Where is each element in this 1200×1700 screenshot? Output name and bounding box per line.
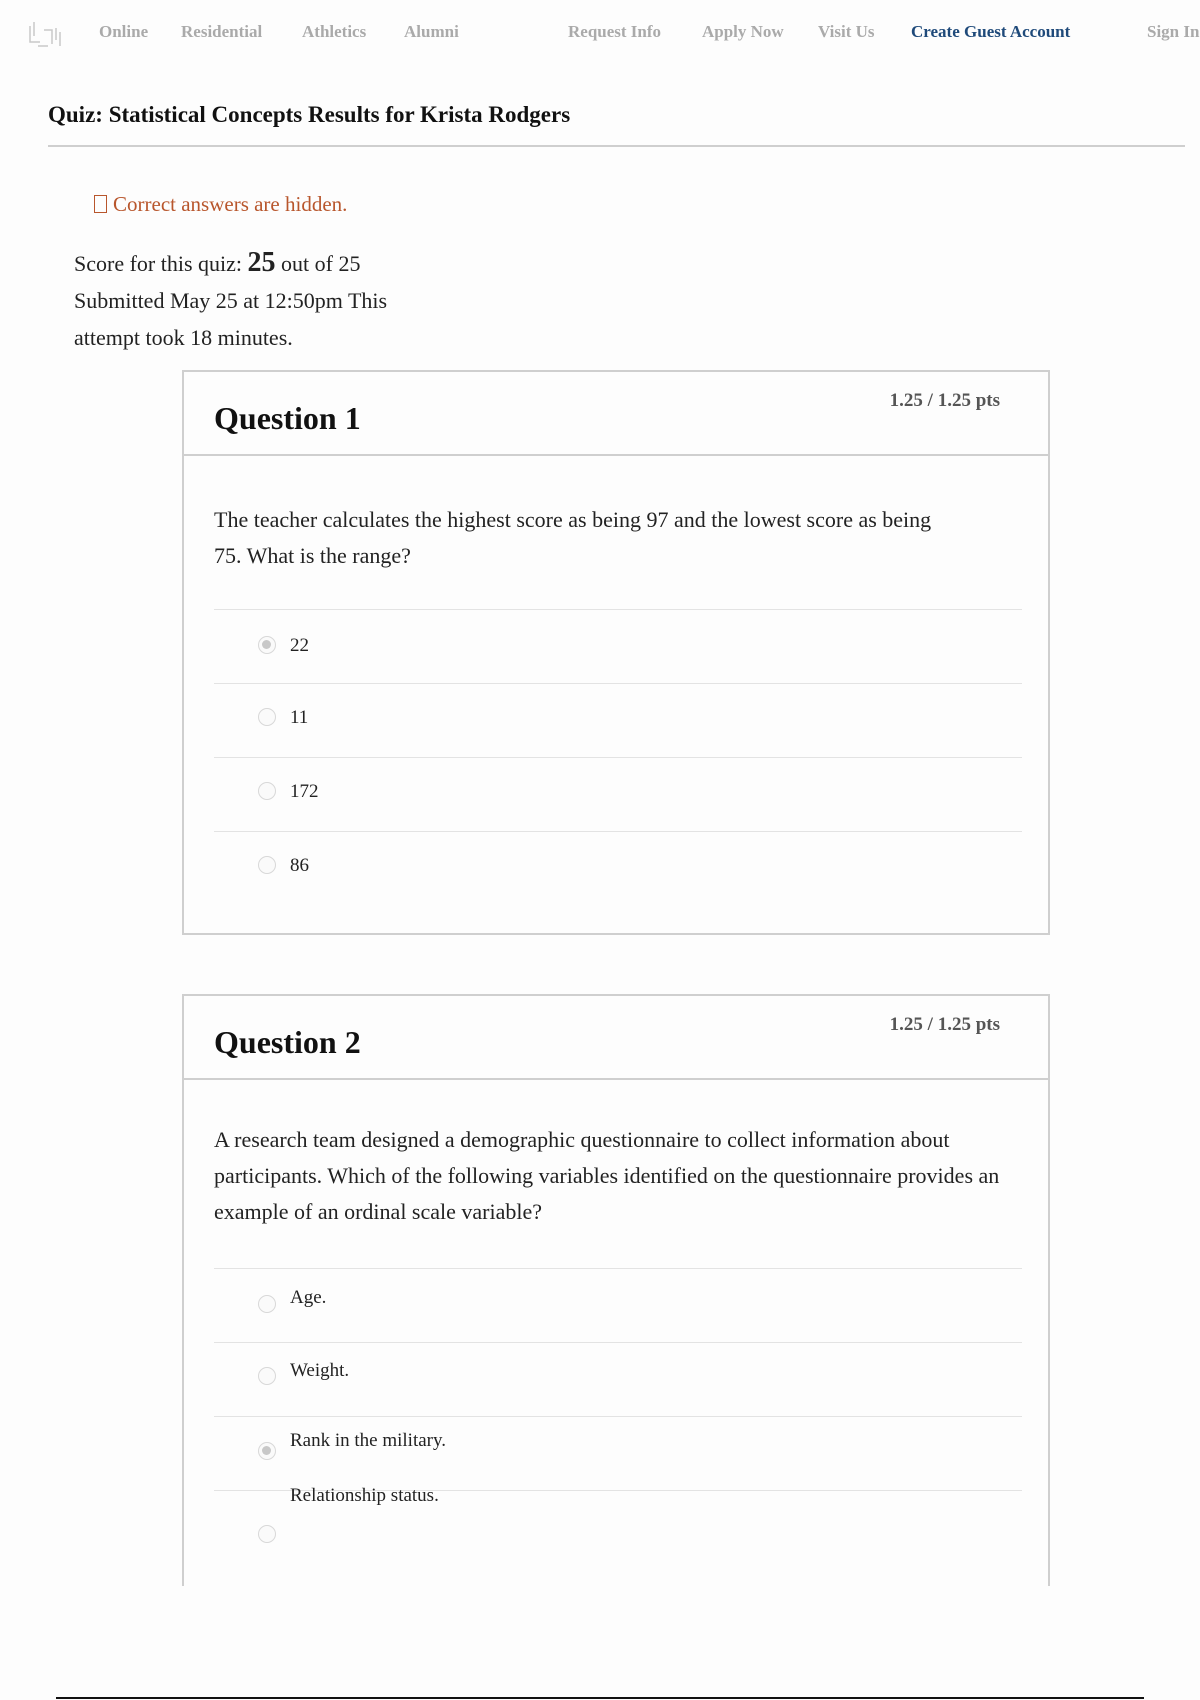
nav-residential[interactable]: Residential: [181, 22, 263, 41]
answer-radio[interactable]: [258, 782, 276, 800]
question-body: [214, 502, 1022, 574]
answer-label: Weight.: [290, 1360, 350, 1381]
quiz-summary: [74, 244, 454, 356]
duration-line: attempt took 18 minutes.: [74, 325, 293, 350]
question-body: [214, 1122, 1022, 1230]
answer-radio[interactable]: [258, 708, 276, 726]
answer-radio[interactable]: [258, 1442, 276, 1460]
nav-request-info[interactable]: Request Info: [568, 22, 662, 41]
answer-option[interactable]: [214, 1342, 1022, 1417]
question-header: [184, 996, 1048, 1080]
answer-label: 11: [290, 707, 309, 728]
question-text: The teacher calculates the highest score as being 97 and the lowest score as being 75. What is the range?: [214, 507, 932, 568]
score-line: [74, 244, 454, 282]
answer-label: 22: [290, 635, 309, 656]
score-suffix: out of 25: [281, 251, 361, 276]
question-title: Question 2: [214, 1024, 361, 1060]
question-card-2: [182, 994, 1050, 1586]
answer-radio[interactable]: [258, 636, 276, 654]
question-text: A research team designed a demographic questionnaire to collect information about participants. Which of the following variables identified on the questionnaire provides an example of an ordinal scale variable?: [214, 1127, 1000, 1224]
answer-label: Rank in the military.: [290, 1430, 447, 1451]
answer-radio[interactable]: [258, 1295, 276, 1313]
answer-option[interactable]: [214, 831, 1022, 906]
answer-radio[interactable]: [258, 856, 276, 874]
question-header: [184, 372, 1048, 456]
answer-radio[interactable]: [258, 1367, 276, 1385]
nav-sign-in[interactable]: Sign In: [1147, 22, 1200, 41]
page-title: Quiz: Statistical Concepts Results for Krista Rodgers: [48, 102, 571, 127]
hidden-answers-notice: [94, 192, 347, 217]
answer-option[interactable]: [214, 1485, 1022, 1581]
nav-apply-now[interactable]: Apply Now: [702, 22, 784, 41]
question-card-1: [182, 370, 1050, 935]
hidden-answers-icon: [94, 195, 107, 213]
top-navigation: [0, 0, 1200, 68]
nav-visit-us[interactable]: Visit Us: [818, 22, 875, 41]
answer-option[interactable]: [214, 1416, 1022, 1491]
score-prefix: Score for this quiz:: [74, 251, 243, 276]
nav-athletics[interactable]: Athletics: [302, 22, 367, 41]
answer-label: Age.: [290, 1287, 327, 1308]
nav-create-guest-account[interactable]: Create Guest Account: [911, 22, 1071, 41]
nav-alumni[interactable]: Alumni: [404, 22, 459, 41]
answer-label: 172: [290, 781, 319, 802]
answer-option[interactable]: [214, 757, 1022, 832]
question-points: 1.25 / 1.25 pts: [889, 1014, 1000, 1035]
answer-label: 86: [290, 855, 309, 876]
page-bottom-rule: [56, 1697, 1144, 1699]
answer-label: Relationship status.: [290, 1485, 439, 1506]
submitted-line: Submitted May 25 at 12:50pm This: [74, 288, 388, 313]
notice-text: Correct answers are hidden.: [113, 192, 348, 216]
answer-option[interactable]: [214, 683, 1022, 758]
question-title: Question 1: [214, 400, 361, 436]
university-logo-icon[interactable]: [26, 16, 70, 52]
answer-radio[interactable]: [258, 1525, 276, 1543]
score-value: 25: [247, 247, 276, 278]
nav-online[interactable]: Online: [99, 22, 149, 41]
question-points: 1.25 / 1.25 pts: [889, 390, 1000, 411]
answer-option[interactable]: [214, 609, 1022, 684]
title-divider: [48, 145, 1185, 147]
answer-option[interactable]: [214, 1268, 1022, 1343]
